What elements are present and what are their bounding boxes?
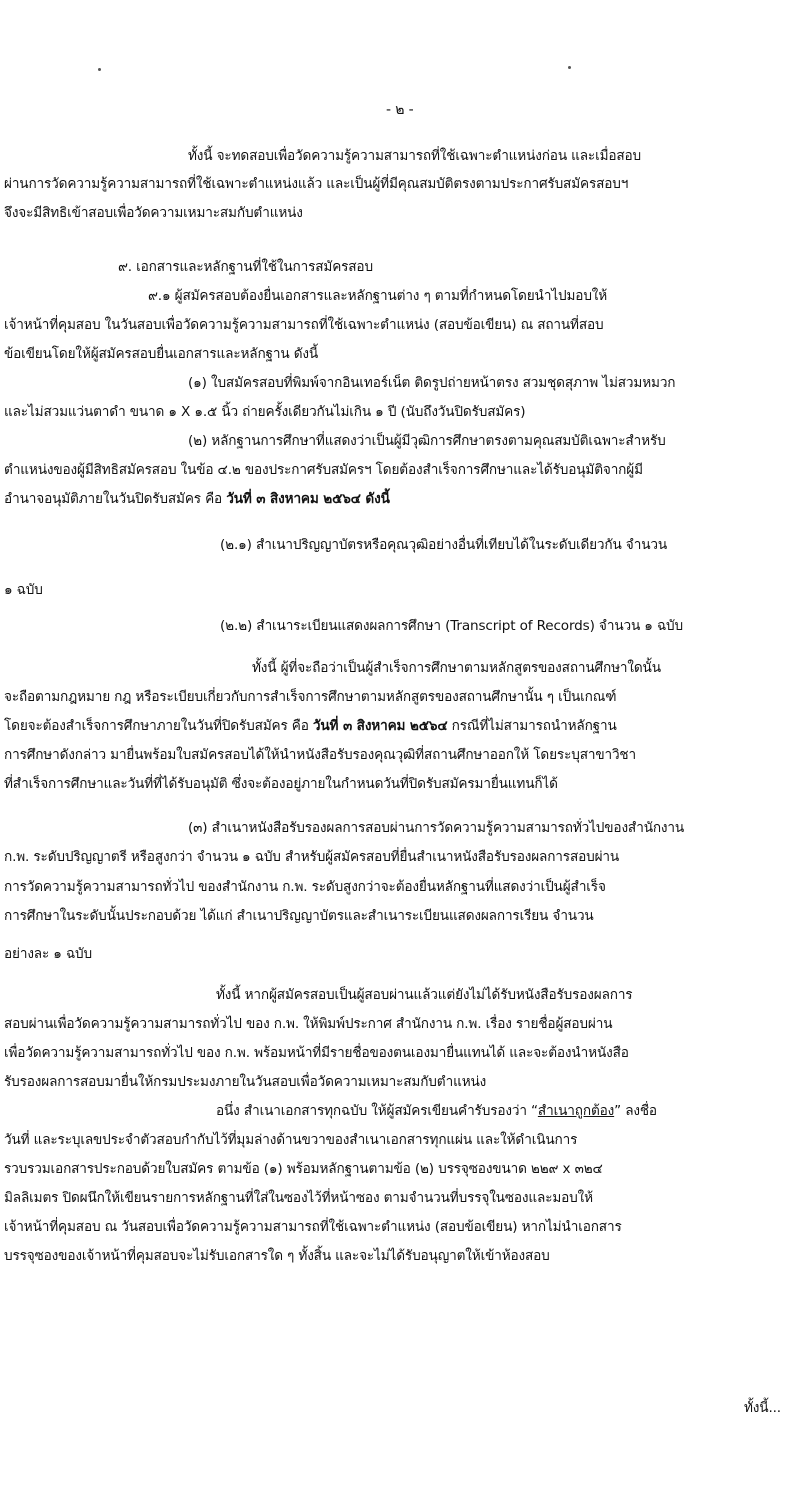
paragraph-line: ตำแหน่งของผู้มีสิทธิสมัครสอบ ในข้อ ๔.๒ ของประกาศรับสมัครฯ โดยต้องสำเร็จการศึกษาและได้รับอนุมัติจากผู้มี xyxy=(4,462,643,478)
paragraph-line: บรรจุซองของเจ้าหน้าที่คุมสอบจะไม่รับเอกสารใด ๆ ทั้งสิ้น และจะไม่ได้รับอนุญาตให้เข้าห้องสอบ xyxy=(4,1248,550,1264)
paragraph-line: รับรองผลการสอบมายื่นให้กรมประมงภายในวันสอบเพื่อวัดความเหมาะสมกับตำแหน่ง xyxy=(4,1074,487,1090)
paragraph-line: เจ้าหน้าที่คุมสอบ ณ วันสอบเพื่อวัดความรู้ความสามารถที่ใช้เฉพาะตำแหน่ง (สอบข้อเขียน) หากไม่นำเอกสาร xyxy=(4,1219,622,1235)
paragraph-line: ทั้งนี้ ผู้ที่จะถือว่าเป็นผู้สำเร็จการศึกษาตามหลักสูตรของสถานศึกษาใดนั้น xyxy=(252,660,661,676)
deadline-date: วันที่ ๓ สิงหาคม ๒๕๖๔ ดังนี้ xyxy=(226,491,390,507)
paragraph-line: รวบรวมเอกสารประกอบด้วยใบสมัคร ตามข้อ (๑) พร้อมหลักฐานตามข้อ (๒) บรรจุซองขนาด ๒๒๙ x ๓๒๔ xyxy=(4,1161,603,1177)
paragraph-line: ที่สำเร็จการศึกษาและวันที่ที่ได้รับอนุมัติ ซึ่งจะต้องอยู่ภายในกำหนดวันที่ปิดรับสมัครมายื่นแทนก็ได้ xyxy=(4,776,558,792)
page-number: - ๒ - xyxy=(386,102,414,118)
scan-speck xyxy=(98,68,101,71)
paragraph-line: การศึกษาในระดับนั้นประกอบด้วย ได้แก่ สำเนาปริญญาบัตรและสำเนาระเบียนแสดงผลการเรียน จำนวน xyxy=(4,908,594,924)
paragraph-line: (๒.๑) สำเนาปริญญาบัตรหรือคุณวุฒิอย่างอื่นที่เทียบได้ในระดับเดียวกัน จำนวน xyxy=(220,537,668,553)
paragraph-line: โดยจะต้องสำเร็จการศึกษาภายในวันที่ปิดรับสมัคร คือ วันที่ ๓ สิงหาคม ๒๕๖๔ กรณีที่ไม่สามารถนำหลักฐาน xyxy=(4,718,617,734)
paragraph-line: (๒) หลักฐานการศึกษาที่แสดงว่าเป็นผู้มีวุฒิการศึกษาตรงตามคุณสมบัติเฉพาะสำหรับ xyxy=(188,433,666,449)
deadline-date: วันที่ ๓ สิงหาคม ๒๕๖๔ xyxy=(312,718,448,734)
paragraph-line: สอบผ่านเพื่อวัดความรู้ความสามารถทั่วไป ของ ก.พ. ให้พิมพ์ประกาศ สำนักงาน ก.พ. เรื่อง รายชื่อผู้สอบผ่าน xyxy=(4,1016,613,1032)
paragraph-line: อนึ่ง สำเนาเอกสารทุกฉบับ ให้ผู้สมัครเขียนคำรับรองว่า “สำเนาถูกต้อง” ลงชื่อ xyxy=(216,1103,657,1119)
continuation-marker: ทั้งนี้... xyxy=(744,1400,781,1416)
paragraph-line: ผ่านการวัดความรู้ความสามารถที่ใช้เฉพาะตำแหน่งแล้ว และเป็นผู้ที่มีคุณสมบัติตรงตามประกาศรับสมัครสอบฯ xyxy=(4,176,629,192)
paragraph-line: (๑) ใบสมัครสอบที่พิมพ์จากอินเทอร์เน็ต ติดรูปถ่ายหน้าตรง สวมชุดสุภาพ ไม่สวมหมวก xyxy=(188,375,676,391)
paragraph-line: การวัดความรู้ความสามารถทั่วไป ของสำนักงาน ก.พ. ระดับสูงกว่าจะต้องยื่นหลักฐานที่แสดงว่าเป็นผู้สำเร็จ xyxy=(4,879,606,895)
paragraph-line: (๓) สำเนาหนังสือรับรองผลการสอบผ่านการวัดความรู้ความสามารถทั่วไปของสำนักงาน xyxy=(188,820,685,836)
paragraph-line: อย่างละ ๑ ฉบับ xyxy=(4,946,93,962)
paragraph-line: เพื่อวัดความรู้ความสามารถทั่วไป ของ ก.พ. พร้อมหน้าที่มีรายชื่อของตนเองมายื่นแทนได้ และจะต้องนำหนังสือ xyxy=(4,1045,629,1061)
paragraph-line: ทั้งนี้ จะทดสอบเพื่อวัดความรู้ความสามารถที่ใช้เฉพาะตำแหน่งก่อน และเมื่อสอบ xyxy=(188,148,642,164)
paragraph-line: มิลลิเมตร ปิดผนึกให้เขียนรายการหลักฐานที่ใส่ในซองไว้ที่หน้าซอง ตามจำนวนที่บรรจุในซองและมอบให้ xyxy=(4,1190,593,1206)
paragraph-line: จะถือตามกฎหมาย กฎ หรือระเบียบเกี่ยวกับการสำเร็จการศึกษาตามหลักสูตรของสถานศึกษานั้น ๆ เป็นเกณฑ์ xyxy=(4,689,617,705)
section-heading: ๙. เอกสารและหลักฐานที่ใช้ในการสมัครสอบ xyxy=(118,259,373,275)
paragraph-line: (๒.๒) สำเนาระเบียนแสดงผลการศึกษา (Transcript of Records) จำนวน ๑ ฉบับ xyxy=(220,618,684,634)
paragraph-line: และไม่สวมแว่นตาดำ ขนาด ๑ X ๑.๕ นิ้ว ถ่ายครั้งเดียวกันไม่เกิน ๑ ปี (นับถึงวันปิดรับสมัคร) xyxy=(4,404,526,420)
paragraph-line: ๑ ฉบับ xyxy=(4,582,43,598)
paragraph-line: ข้อเขียนโดยให้ผู้สมัครสอบยื่นเอกสารและหลักฐาน ดังนี้ xyxy=(4,346,319,362)
paragraph-line: วันที่ และระบุเลขประจำตัวสอบกำกับไว้ที่มุมล่างด้านขวาของสำเนาเอกสารทุกแผ่น และให้ดำเนินการ xyxy=(4,1132,578,1148)
scan-speck xyxy=(568,66,571,69)
paragraph-line: ๙.๑ ผู้สมัครสอบต้องยื่นเอกสารและหลักฐานต่าง ๆ ตามที่กำหนดโดยนำไปมอบให้ xyxy=(148,288,608,304)
paragraph-line: ก.พ. ระดับปริญญาตรี หรือสูงกว่า จำนวน ๑ ฉบับ สำหรับผู้สมัครสอบที่ยื่นสำเนาหนังสือรับรองผลการสอบผ่าน xyxy=(4,849,620,865)
paragraph-line: อำนาจอนุมัติภายในวันปิดรับสมัคร คือ วันที่ ๓ สิงหาคม ๒๕๖๔ ดังนี้ xyxy=(4,491,390,507)
paragraph-line: การศึกษาดังกล่าว มายื่นพร้อมใบสมัครสอบได้ให้นำหนังสือรับรองคุณวุฒิที่สถานศึกษาออกให้ โดยระบุสาขาวิชา xyxy=(4,747,636,763)
paragraph-line: เจ้าหน้าที่คุมสอบ ในวันสอบเพื่อวัดความรู้ความสามารถที่ใช้เฉพาะตำแหน่ง (สอบข้อเขียน) ณ สถานที่สอบ xyxy=(4,317,604,333)
paragraph-line: ทั้งนี้ หากผู้สมัครสอบเป็นผู้สอบผ่านแล้วแต่ยังไม่ได้รับหนังสือรับรองผลการ xyxy=(216,987,633,1003)
paragraph-line: จึงจะมีสิทธิเข้าสอบเพื่อวัดความเหมาะสมกับตำแหน่ง xyxy=(4,205,303,221)
certified-copy-phrase: สำเนาถูกต้อง xyxy=(537,1103,615,1119)
